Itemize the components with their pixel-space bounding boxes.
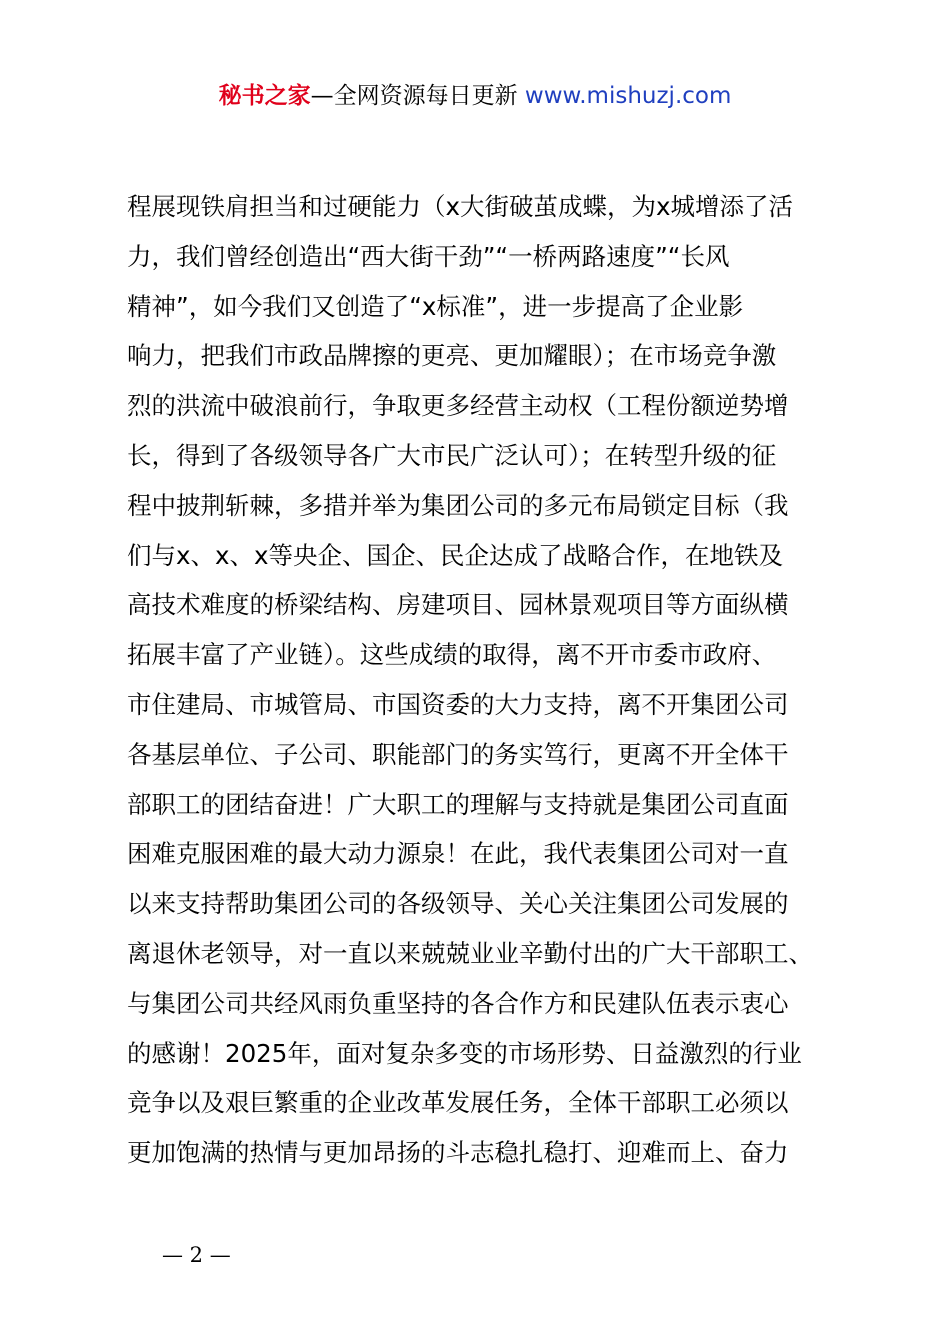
text-line: 以来支持帮助集团公司的各级领导、关心关注集团公司发展的 bbox=[127, 889, 789, 919]
text-line: 高技术难度的桥梁结构、房建项目、园林景观项目等方面纵横 bbox=[127, 590, 789, 620]
text-line: 程中披荆斩棘，多措并举为集团公司的多元布局锁定目标（我 bbox=[127, 490, 789, 520]
text-line: 离退休老领导，对一直以来兢兢业业辛勤付出的广大干部职工、 bbox=[127, 938, 813, 968]
text-line: 拓展丰富了产业链）。这些成绩的取得，离不开市委市政府、 bbox=[127, 640, 777, 670]
text-line: 响力，把我们市政品牌擦的更亮、更加耀眼）；在市场竞争激 bbox=[127, 341, 777, 371]
site-header bbox=[0, 78, 950, 114]
text-line: 竞争以及艰巨繁重的企业改革发展任务，全体干部职工必须以 bbox=[127, 1088, 789, 1118]
text-line: 的感谢！2025年，面对复杂多变的市场形势、日益激烈的行业 bbox=[127, 1038, 802, 1068]
text-line: 更加饱满的热情与更加昂扬的斗志稳扎稳打、迎难而上、奋力 bbox=[127, 1138, 789, 1168]
text-line: 程展现铁肩担当和过硬能力（x大街破茧成蝶，为x城增添了活 bbox=[127, 192, 793, 221]
site-brand: 秘书之家 bbox=[218, 83, 311, 109]
text-line: 各基层单位、子公司、职能部门的务实笃行，更离不开全体干 bbox=[127, 739, 789, 769]
text-line: 市住建局、市城管局、市国资委的大力支持，离不开集团公司 bbox=[127, 689, 789, 719]
page-number: — 2 — bbox=[162, 1243, 231, 1267]
text-line: 长，得到了各级领导各广大市民广泛认可）；在转型升级的征 bbox=[127, 440, 777, 470]
text-line: 力，我们曾经创造出“西大街干劲”“一桥两路速度”“长风 bbox=[127, 241, 730, 271]
text-line: 烈的洪流中破浪前行，争取更多经营主动权（工程份额逆势增 bbox=[127, 391, 789, 421]
site-url-link[interactable]: www.mishuzj.com bbox=[524, 83, 732, 109]
site-slogan: —全网资源每日更新 bbox=[310, 83, 525, 109]
document-body bbox=[127, 182, 847, 1178]
text-line: 困难克服困难的最大动力源泉！在此，我代表集团公司对一直 bbox=[127, 839, 789, 869]
text-line: 们与x、x、x等央企、国企、民企达成了战略合作，在地铁及 bbox=[127, 540, 783, 570]
text-line: 精神”，如今我们又创造了“x标准”，进一步提高了企业影 bbox=[127, 291, 744, 321]
text-line: 部职工的团结奋进！广大职工的理解与支持就是集团公司直面 bbox=[127, 789, 789, 819]
text-line: 与集团公司共经风雨负重坚持的各合作方和民建队伍表示衷心 bbox=[127, 988, 789, 1018]
